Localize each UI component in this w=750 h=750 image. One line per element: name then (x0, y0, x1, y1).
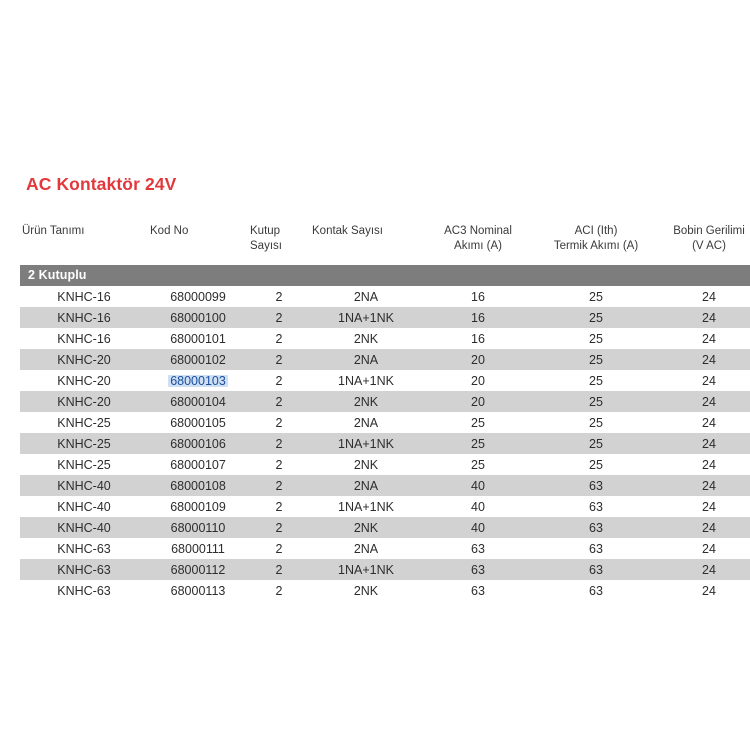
cell-ac3-current: 25 (422, 433, 534, 454)
cell-pole-count: 2 (248, 475, 310, 496)
table-row[interactable] (20, 286, 750, 307)
cell-contact-count: 2NK (310, 517, 422, 538)
column-header-contact-count (310, 218, 422, 265)
cell-ac3-current: 40 (422, 475, 534, 496)
cell-coil-voltage: 24 (658, 370, 750, 391)
group-header-row (20, 265, 750, 286)
table-row[interactable] (20, 328, 750, 349)
cell-product-name: KNHC-25 (20, 412, 148, 433)
cell-code-no: 68000102 (148, 349, 248, 370)
cell-coil-voltage: 24 (658, 349, 750, 370)
header-line-1: Bobin Gerilimi (673, 225, 745, 237)
cell-code-no: 68000107 (148, 454, 248, 475)
cell-thermal-current: 63 (534, 559, 658, 580)
cell-code-no: 68000113 (148, 580, 248, 601)
cell-code-no: 68000111 (148, 538, 248, 559)
cell-pole-count: 2 (248, 538, 310, 559)
cell-contact-count: 1NA+1NK (310, 307, 422, 328)
cell-ac3-current: 16 (422, 307, 534, 328)
cell-ac3-current: 63 (422, 538, 534, 559)
cell-code-no[interactable] (148, 370, 248, 391)
cell-coil-voltage: 24 (658, 286, 750, 307)
cell-code-no: 68000106 (148, 433, 248, 454)
table-row[interactable] (20, 412, 750, 433)
cell-coil-voltage: 24 (658, 538, 750, 559)
cell-pole-count: 2 (248, 517, 310, 538)
column-header-ac3-nominal-current (422, 218, 534, 265)
cell-pole-count: 2 (248, 328, 310, 349)
cell-product-name: KNHC-63 (20, 559, 148, 580)
cell-product-name: KNHC-40 (20, 517, 148, 538)
cell-code-no: 68000099 (148, 286, 248, 307)
table-body (20, 265, 750, 601)
header-line-1: Kutup (250, 225, 281, 237)
header-line-2: Sayısı (250, 239, 282, 252)
cell-product-name: KNHC-40 (20, 475, 148, 496)
cell-code-no: 68000101 (148, 328, 248, 349)
cell-pole-count: 2 (248, 370, 310, 391)
header-line-2: (V AC) (692, 239, 726, 252)
header-row (20, 218, 750, 265)
cell-contact-count: 2NA (310, 349, 422, 370)
cell-coil-voltage: 24 (658, 328, 750, 349)
table-row[interactable] (20, 454, 750, 475)
page-title: AC Kontaktör 24V (26, 174, 177, 194)
cell-coil-voltage: 24 (658, 559, 750, 580)
cell-code-no: 68000100 (148, 307, 248, 328)
header-line-1: Kod No (150, 225, 189, 237)
cell-pole-count: 2 (248, 391, 310, 412)
table-row[interactable] (20, 349, 750, 370)
column-header-pole-count (248, 218, 310, 265)
cell-contact-count: 2NA (310, 286, 422, 307)
cell-ac3-current: 63 (422, 580, 534, 601)
cell-ac3-current: 16 (422, 286, 534, 307)
cell-coil-voltage: 24 (658, 391, 750, 412)
cell-product-name: KNHC-20 (20, 370, 148, 391)
cell-ac3-current: 40 (422, 496, 534, 517)
selected-code-highlight[interactable]: 68000103 (170, 373, 226, 388)
cell-contact-count: 1NA+1NK (310, 370, 422, 391)
header-line-2: Termik Akımı (A) (553, 239, 639, 252)
cell-thermal-current: 63 (534, 517, 658, 538)
cell-pole-count: 2 (248, 580, 310, 601)
header-line-1: ACI (Ith) (574, 225, 618, 237)
cell-code-no: 68000104 (148, 391, 248, 412)
table-header (20, 218, 750, 265)
cell-coil-voltage: 24 (658, 412, 750, 433)
cell-thermal-current: 63 (534, 538, 658, 559)
cell-code-no: 68000105 (148, 412, 248, 433)
cell-code-no: 68000112 (148, 559, 248, 580)
column-header-code-no (148, 218, 248, 265)
header-line-1: Kontak Sayısı (312, 225, 383, 237)
cell-coil-voltage: 24 (658, 475, 750, 496)
cell-ac3-current: 16 (422, 328, 534, 349)
product-spec-table (20, 218, 750, 601)
cell-product-name: KNHC-16 (20, 307, 148, 328)
header-line-2: Akımı (A) (454, 239, 502, 252)
cell-pole-count: 2 (248, 433, 310, 454)
table-row[interactable] (20, 496, 750, 517)
cell-pole-count: 2 (248, 349, 310, 370)
cell-ac3-current: 20 (422, 349, 534, 370)
table-row[interactable] (20, 538, 750, 559)
table-row[interactable] (20, 370, 750, 391)
cell-product-name: KNHC-20 (20, 349, 148, 370)
cell-code-no: 68000108 (148, 475, 248, 496)
cell-ac3-current: 25 (422, 412, 534, 433)
cell-contact-count: 1NA+1NK (310, 433, 422, 454)
cell-ac3-current: 20 (422, 391, 534, 412)
column-header-product-name (20, 218, 148, 265)
cell-product-name: KNHC-63 (20, 538, 148, 559)
table-row[interactable] (20, 580, 750, 601)
group-header-label: 2 Kutuplu (20, 265, 750, 286)
cell-product-name: KNHC-16 (20, 328, 148, 349)
cell-contact-count: 2NK (310, 454, 422, 475)
cell-contact-count: 1NA+1NK (310, 496, 422, 517)
cell-coil-voltage: 24 (658, 517, 750, 538)
cell-product-name: KNHC-40 (20, 496, 148, 517)
cell-pole-count: 2 (248, 559, 310, 580)
cell-pole-count: 2 (248, 286, 310, 307)
cell-pole-count: 2 (248, 307, 310, 328)
cell-thermal-current: 25 (534, 412, 658, 433)
cell-thermal-current: 25 (534, 370, 658, 391)
cell-pole-count: 2 (248, 412, 310, 433)
cell-code-no: 68000110 (148, 517, 248, 538)
cell-ac3-current: 25 (422, 454, 534, 475)
table-row[interactable] (20, 559, 750, 580)
cell-product-name: KNHC-16 (20, 286, 148, 307)
table-row[interactable] (20, 475, 750, 496)
cell-coil-voltage: 24 (658, 454, 750, 475)
column-header-thermal-current (534, 218, 658, 265)
cell-ac3-current: 40 (422, 517, 534, 538)
cell-product-name: KNHC-63 (20, 580, 148, 601)
column-header-coil-voltage (658, 218, 750, 265)
cell-ac3-current: 63 (422, 559, 534, 580)
table-row[interactable] (20, 517, 750, 538)
cell-thermal-current: 25 (534, 454, 658, 475)
cell-thermal-current: 25 (534, 349, 658, 370)
cell-thermal-current: 25 (534, 328, 658, 349)
header-line-1: Ürün Tanımı (22, 225, 85, 237)
cell-code-no: 68000109 (148, 496, 248, 517)
cell-contact-count: 2NA (310, 538, 422, 559)
cell-thermal-current: 25 (534, 286, 658, 307)
cell-contact-count: 2NK (310, 391, 422, 412)
cell-thermal-current: 63 (534, 475, 658, 496)
header-line-1: AC3 Nominal (444, 225, 512, 237)
cell-thermal-current: 25 (534, 391, 658, 412)
cell-contact-count: 2NK (310, 328, 422, 349)
cell-coil-voltage: 24 (658, 496, 750, 517)
cell-coil-voltage: 24 (658, 580, 750, 601)
table-row[interactable] (20, 433, 750, 454)
cell-contact-count: 2NA (310, 412, 422, 433)
cell-product-name: KNHC-20 (20, 391, 148, 412)
cell-product-name: KNHC-25 (20, 454, 148, 475)
cell-pole-count: 2 (248, 496, 310, 517)
cell-contact-count: 2NA (310, 475, 422, 496)
cell-thermal-current: 25 (534, 433, 658, 454)
cell-thermal-current: 63 (534, 496, 658, 517)
cell-contact-count: 2NK (310, 580, 422, 601)
cell-product-name: KNHC-25 (20, 433, 148, 454)
table-row[interactable] (20, 391, 750, 412)
cell-thermal-current: 25 (534, 307, 658, 328)
cell-coil-voltage: 24 (658, 307, 750, 328)
cell-thermal-current: 63 (534, 580, 658, 601)
cell-pole-count: 2 (248, 454, 310, 475)
cell-ac3-current: 20 (422, 370, 534, 391)
cell-contact-count: 1NA+1NK (310, 559, 422, 580)
cell-coil-voltage: 24 (658, 433, 750, 454)
table-row[interactable] (20, 307, 750, 328)
